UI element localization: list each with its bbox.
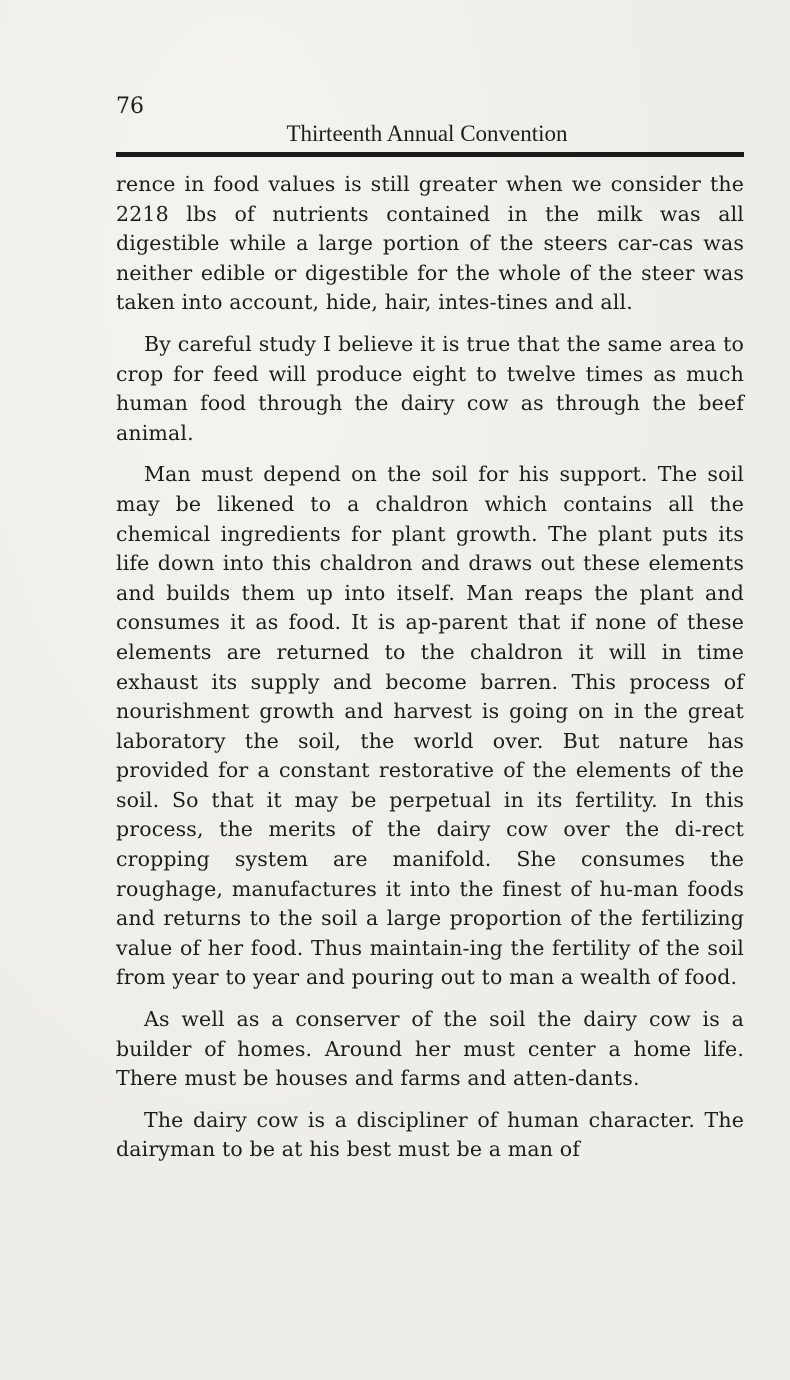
paragraph: Man must depend on the soil for his support. The soil may be likened to a chaldron which contains all the chemical ingredients for plant growth. The plant puts its life down into this chaldron and draws out these elements and builds them up into itself. Man reaps the plant and consumes it as food. It is ap-parent that if none of these elements are returned to the chaldron it will in time exhaust its supply and become barren. This process of nourishment growth and harvest is going on in the great laboratory the soil, the world over. But nature has provided for a constant restorative of the elements of the soil. So that it may be perpetual in its fertility. In this process, the merits of the dairy cow over the di-rect cropping system are manifold. She consumes the roughage, manufactures it into the finest of hu-man foods and returns to the soil a large proportion of the fertilizing value of her food. Thus maintain-ing the fertility of the soil from year to year and pouring out to man a wealth of food. [116, 462, 744, 990]
paragraph: The dairy cow is a discipliner of human character. The dairyman to be at his best must be a man of [116, 1107, 744, 1162]
running-head: Thirteenth Annual Convention [286, 121, 568, 146]
header-rule [116, 152, 744, 157]
paragraph: As well as a conserver of the soil the dairy cow is a builder of homes. Around her must center a home life. There must be houses and farms and atten-dants. [116, 1007, 744, 1091]
paragraph: By careful study I believe it is true that the same area to crop for feed will produce eight to twelve times as much human food through the dairy cow as through the beef animal. [116, 331, 744, 445]
paragraph-continued: rence in food values is still greater when we consider the 2218 lbs of nutrients contained in the milk was all digestible while a large portion of the steers car-cas was neither edible or digestible for the whole of the steer was taken into account, hide, hair, intes-tines and all. [116, 172, 744, 315]
body-text [116, 170, 744, 1177]
page-number: 76 [116, 94, 144, 119]
